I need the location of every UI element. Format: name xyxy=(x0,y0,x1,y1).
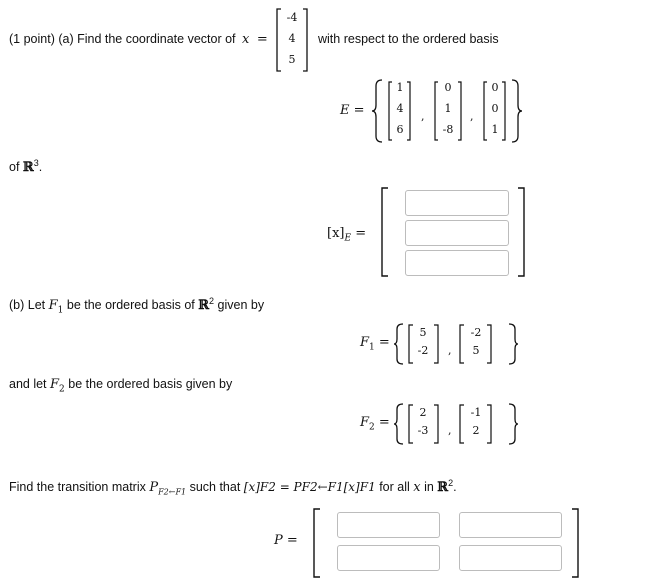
comma: , xyxy=(421,110,425,123)
x-vector-entry: 5 xyxy=(288,53,296,66)
coordinate-vector-sub: E xyxy=(344,233,352,244)
answer-a-left-bracket xyxy=(380,187,392,277)
f1-sub: 1 xyxy=(57,305,64,316)
f2-label-sub: 2 xyxy=(369,422,375,433)
f2-equals: = xyxy=(378,415,390,430)
part-b-lead-text: (b) Let xyxy=(9,298,46,313)
basis-e-name: E xyxy=(340,103,350,118)
p-equals: = xyxy=(286,533,298,548)
basis-e-v2-entry: 1 xyxy=(444,102,452,115)
p-input-r2c2[interactable] xyxy=(459,545,562,571)
basis-e-v1-entry: 1 xyxy=(396,81,404,94)
of-text: of xyxy=(9,160,20,175)
coordinate-vector-lhs: [x] xyxy=(327,226,345,241)
coordinate-vector-equals: = xyxy=(355,226,367,241)
relation: [x]F2 = PF2←F1[x]F1 xyxy=(243,480,376,495)
x-vector-entry: 4 xyxy=(288,32,296,45)
f1-label-name: F xyxy=(360,335,370,350)
and-text: and let xyxy=(9,377,47,391)
in-text: in xyxy=(424,480,434,495)
x-symbol: x xyxy=(242,32,250,47)
p-input-r2c1[interactable] xyxy=(337,545,440,571)
part-b-lead xyxy=(9,296,264,316)
basis-e-v2-entry: 0 xyxy=(444,81,452,94)
equals-sign: = xyxy=(256,32,268,47)
transition-matrix-symbol xyxy=(149,480,186,495)
x-vector xyxy=(276,8,308,72)
space-dimension-b: 2 xyxy=(448,478,454,488)
f1-label-sub: 1 xyxy=(369,342,375,353)
answer-b-right-bracket xyxy=(570,508,582,578)
f2-label-name: F xyxy=(360,415,370,430)
basis-f1-set xyxy=(394,322,518,366)
f2-symbol xyxy=(50,377,65,395)
of-r3-line xyxy=(9,158,42,175)
answer-a-input-2[interactable] xyxy=(405,220,509,246)
period: . xyxy=(38,160,43,175)
answer-b-left-bracket xyxy=(312,508,324,578)
part-b-lead-end: given by xyxy=(217,298,265,313)
f2-sub: 2 xyxy=(59,384,65,395)
f2-v2-entry: 2 xyxy=(472,424,480,437)
f1-v2-entry: -2 xyxy=(470,326,482,339)
p-answer-label xyxy=(274,533,298,548)
basis-e-label xyxy=(340,103,365,118)
find-text: Find the transition matrix xyxy=(9,480,146,495)
p-input-r1c1[interactable] xyxy=(337,512,440,538)
space-dimension: 3 xyxy=(33,158,39,168)
f1-v1-entry: 5 xyxy=(419,326,427,339)
f1-symbol xyxy=(48,298,64,316)
part-a-lead xyxy=(9,32,268,47)
basis-e-v1-entry: 6 xyxy=(396,123,404,136)
real-space-symbol: ℝ xyxy=(198,298,210,314)
part-b-find-line xyxy=(9,478,457,497)
part-b-lead-rest: be the ordered basis of xyxy=(66,298,195,313)
answer-a-input-3[interactable] xyxy=(405,250,509,276)
basis-f2-set xyxy=(394,402,518,446)
coordinate-vector-label xyxy=(327,226,366,244)
basis-e-v2-entry: -8 xyxy=(442,123,454,136)
basis-f2-label xyxy=(360,415,390,433)
comma: , xyxy=(448,344,452,357)
basis-e-equals: = xyxy=(353,103,365,118)
answer-a-right-bracket xyxy=(516,187,528,277)
p-symbol: P xyxy=(149,480,159,496)
answer-a-input-1[interactable] xyxy=(405,190,509,216)
f1-name: F xyxy=(48,298,58,314)
x-symbol-b: x xyxy=(413,480,421,496)
comma: , xyxy=(470,110,474,123)
part-a-tail: with respect to the ordered basis xyxy=(318,32,499,46)
period-b: . xyxy=(453,480,457,495)
f2-v1-entry: 2 xyxy=(419,406,427,419)
for-all-text: for all xyxy=(379,480,410,495)
p-label: P xyxy=(274,533,283,548)
f1-v2-entry: 5 xyxy=(472,344,480,357)
basis-e-v3-entry: 0 xyxy=(491,102,499,115)
part-a-lead-text: (1 point) (a) Find the coordinate vector of xyxy=(9,32,236,46)
real-space-symbol-b: ℝ xyxy=(437,480,449,496)
basis-e-set xyxy=(372,78,522,144)
basis-e-v3-entry: 0 xyxy=(491,81,499,94)
f1-equals: = xyxy=(378,335,390,350)
and-rest: be the ordered basis given by xyxy=(68,377,233,391)
f2-v2-entry: -1 xyxy=(470,406,482,419)
basis-f1-label xyxy=(360,335,390,353)
space-dimension: 2 xyxy=(209,296,215,306)
basis-e-v1-entry: 4 xyxy=(396,102,404,115)
x-vector-entry: -4 xyxy=(286,11,298,24)
real-space-symbol: ℝ xyxy=(22,160,34,176)
such-that-text: such that xyxy=(189,480,241,495)
f2-v1-entry: -3 xyxy=(417,424,429,437)
p-subscript: F2←F1 xyxy=(158,487,187,497)
f1-v1-entry: -2 xyxy=(417,344,429,357)
basis-e-v3-entry: 1 xyxy=(491,123,499,136)
comma: , xyxy=(448,424,452,437)
f2-name: F xyxy=(50,377,60,392)
part-b-and-line xyxy=(9,377,232,395)
p-input-r1c2[interactable] xyxy=(459,512,562,538)
